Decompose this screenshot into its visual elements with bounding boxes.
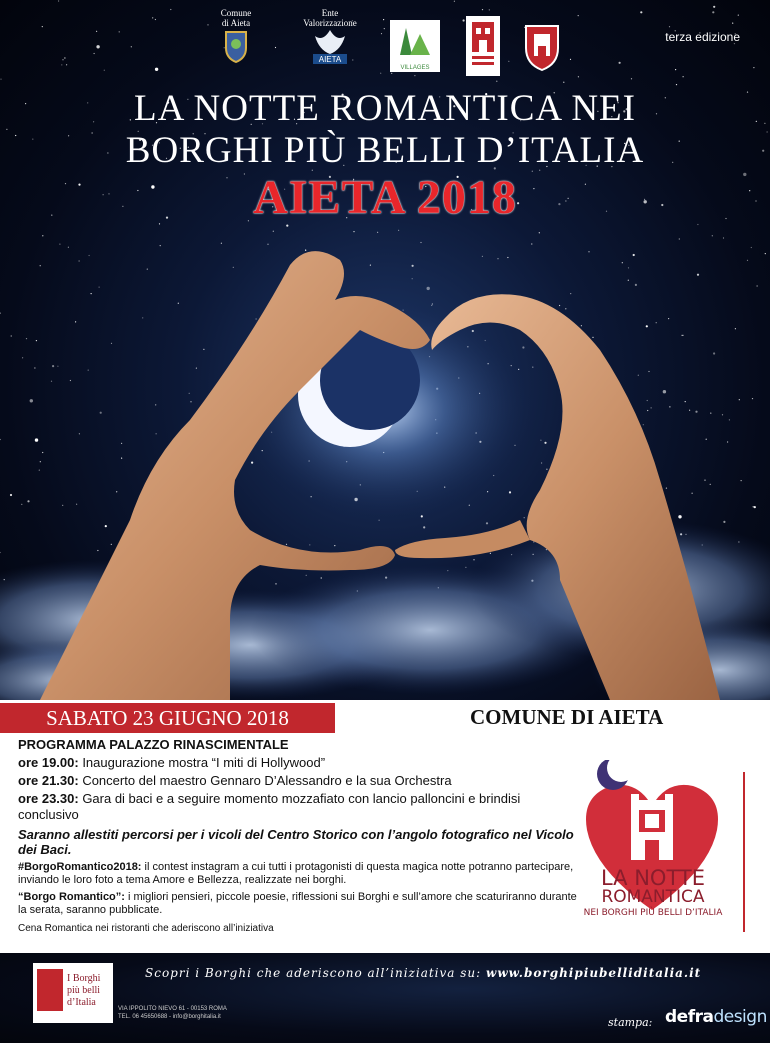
comune-heading: COMUNE DI AIETA <box>470 705 664 729</box>
villages-caption: VILLAGES <box>400 65 430 71</box>
event-item <box>18 773 578 789</box>
flame-icon <box>307 28 353 66</box>
brand-line-3: NEI BORGHI PIÙ BELLI D’ITALIA <box>583 908 723 918</box>
hashtag-text: il contest instagram a cui tutti i protagonisti di questa magica notte potranno partecipare, inviando le loro foto a tema Amore e Bellezza, realizzate nei borghi. <box>18 861 574 886</box>
tower-icon <box>466 16 500 76</box>
printer-logo <box>665 1007 767 1027</box>
aieta-mark-text: AIETA <box>318 55 342 64</box>
cena-note: Cena Romantica nei ristoranti che aderiscono all’iniziativa <box>18 923 274 934</box>
title-line-2: BORGHI PIÙ BELLI D’ITALIA <box>125 130 645 171</box>
org-line-2: più belli <box>67 985 101 996</box>
stemma-logo <box>522 22 562 77</box>
event-time: ore 21.30: <box>18 773 79 788</box>
printer-name-part-1: defra <box>665 1007 714 1027</box>
brand-line-2: ROMANTICA <box>601 887 705 907</box>
borgo-romantico-note <box>18 891 578 917</box>
address-line-1: VIA IPPOLITO NIEVO 61 - 00153 ROMA <box>118 1006 227 1012</box>
event-subtitle: AIETA 2018 <box>253 171 517 224</box>
printer-name-part-2: design <box>713 1007 767 1027</box>
divider-line <box>743 772 745 932</box>
org-line-1: I Borghi <box>67 973 101 984</box>
allestiti-note: Saranno allestiti percorsi per i vicoli del Centro Storico con l’angolo fotografico nel Vicolo dei Baci. <box>18 827 574 857</box>
program-title: PROGRAMMA PALAZZO RINASCIMENTALE <box>18 737 289 752</box>
title-line-1: LA NOTTE ROMANTICA NEI <box>134 88 636 129</box>
borgo-label: “Borgo Romantico”: <box>18 891 125 903</box>
villages-mark-icon <box>390 20 440 60</box>
hashtag-label: #BorgoRomantico2018: <box>18 861 142 873</box>
star <box>58 0 59 1</box>
event-item <box>18 755 578 771</box>
comune-di-aieta-caption: Comune di Aieta <box>220 8 252 28</box>
program-text <box>18 737 578 935</box>
stampa-label: stampa: <box>608 1016 653 1029</box>
website-link[interactable]: www.borghipiubelliditalia.it <box>486 966 702 980</box>
footer-band <box>0 953 770 1043</box>
borgo-text: i migliori pensieri, piccole poesie, riflessioni sui Borghi e sull’amore che scaturiranno durante la serata, saranno pubblicate. <box>18 891 577 916</box>
ente-valorizzazione-caption: Ente Valorizzazione <box>303 8 357 28</box>
borghi-piu-belli-logo <box>466 16 500 76</box>
scopri-line <box>145 966 701 980</box>
event-time: ore 19.00: <box>18 755 79 770</box>
edition-label: terza edizione <box>665 30 740 44</box>
date-banner: SABATO 23 GIUGNO 2018 <box>0 703 335 733</box>
hashtag-contest <box>18 861 578 887</box>
program-section <box>0 700 770 953</box>
tower-icon <box>37 969 63 1011</box>
address-block <box>118 1005 227 1021</box>
borghi-footer-logo <box>33 963 113 1023</box>
org-line-3: d’Italia <box>67 997 96 1008</box>
heart-hands-illustration <box>0 220 770 700</box>
ente-valorizzazione-logo <box>295 8 365 71</box>
event-description: Concerto del maestro Gennaro D’Alessandro e la sua Orchestra <box>78 773 452 788</box>
crest-icon <box>223 28 249 64</box>
star <box>454 1 455 2</box>
event-description: Inaugurazione mostra “I miti di Hollywood” <box>78 755 326 770</box>
partner-logos-row <box>0 8 770 88</box>
brand-line-1: LA NOTTE <box>600 866 705 890</box>
event-item <box>18 791 578 823</box>
event-description: Gara di baci e a seguire momento mozzafiato con lancio palloncini e brindisi conclusivo <box>18 791 521 822</box>
event-time: ore 23.30: <box>18 791 79 806</box>
address-line-2: TEL. 06 45650688 - info@borghitalia.it <box>118 1014 221 1020</box>
comune-di-aieta-logo <box>216 8 256 69</box>
scopri-text: Scopri i Borghi che aderiscono all’iniziativa su: <box>145 966 482 980</box>
villages-logo <box>390 20 440 72</box>
shield-icon <box>522 22 562 72</box>
